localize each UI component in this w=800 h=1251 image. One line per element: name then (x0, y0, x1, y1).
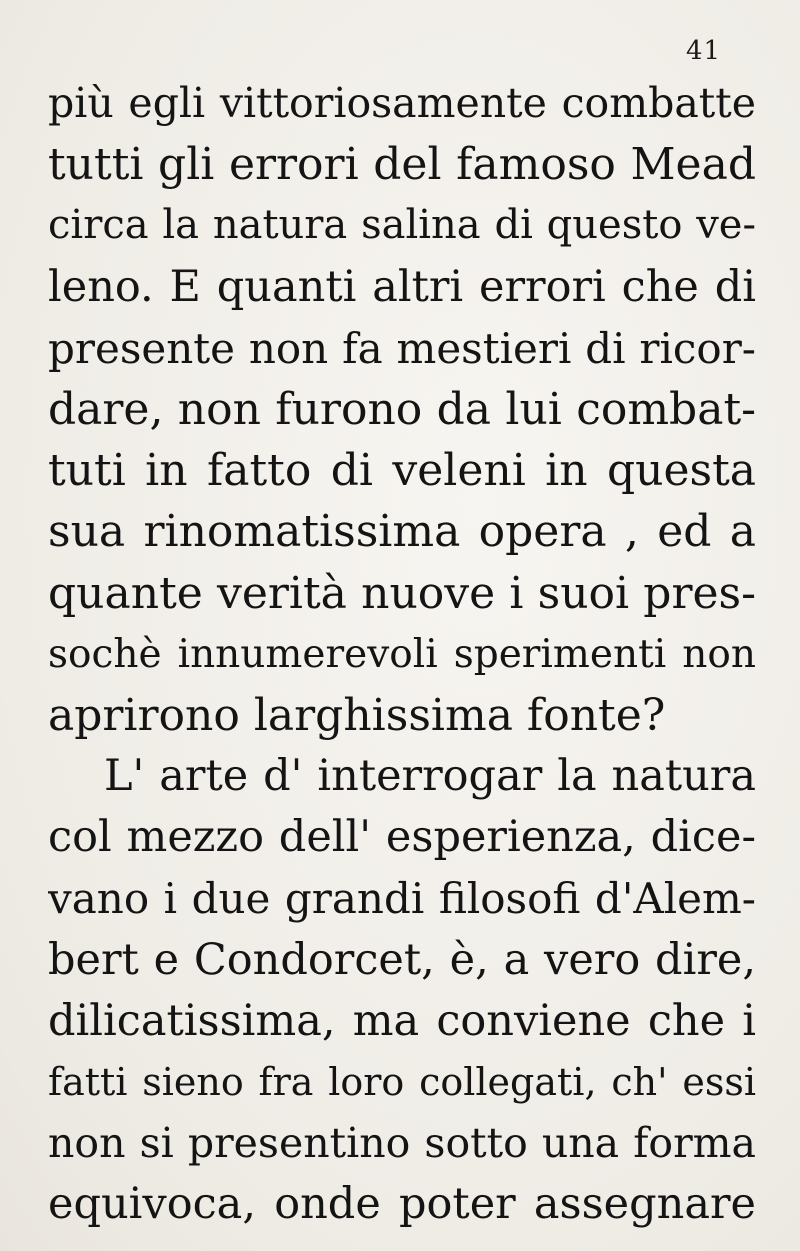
text-line: dare, non furono da lui combat- (48, 383, 756, 435)
text-line: col mezzo dell' esperienza, dice- (48, 812, 756, 863)
text-line: tuti in fatto di veleni in questa (48, 445, 756, 497)
text-line: più egli vittoriosamente combatte (48, 79, 756, 127)
text-line: sochè innumerevoli sperimenti non (48, 631, 756, 677)
text-line: tutti gli errori del famoso Mead (48, 139, 756, 191)
body-text (48, 73, 756, 1236)
text-line: sua rinomatissima opera , ed a (48, 506, 756, 558)
text-line: aprirono larghissima fonte? (48, 689, 666, 741)
text-line: dilicatissima, ma conviene che i (48, 995, 756, 1046)
text-line: leno. E quanti altri errori che di (48, 261, 756, 312)
text-line: presente non fa mestieri di ricor- (48, 323, 756, 373)
text-line: bert e Condorcet, è, a vero dire, (48, 934, 756, 985)
text-line: vano i due grandi filosofi d'Alem- (48, 874, 756, 924)
text-line: equivoca, onde poter assegnare (48, 1179, 756, 1230)
paragraph-start-line: L' arte d' interrogar la natura (104, 751, 756, 802)
text-line: fatti sieno fra loro collegati, ch' essi (48, 1060, 756, 1104)
text-line: quante verità nuove i suoi pres- (48, 567, 756, 619)
text-line: circa la natura salina di questo ve- (48, 202, 756, 249)
page-number: 41 (686, 36, 722, 66)
text-line: non si presentino sotto una forma (48, 1119, 756, 1168)
